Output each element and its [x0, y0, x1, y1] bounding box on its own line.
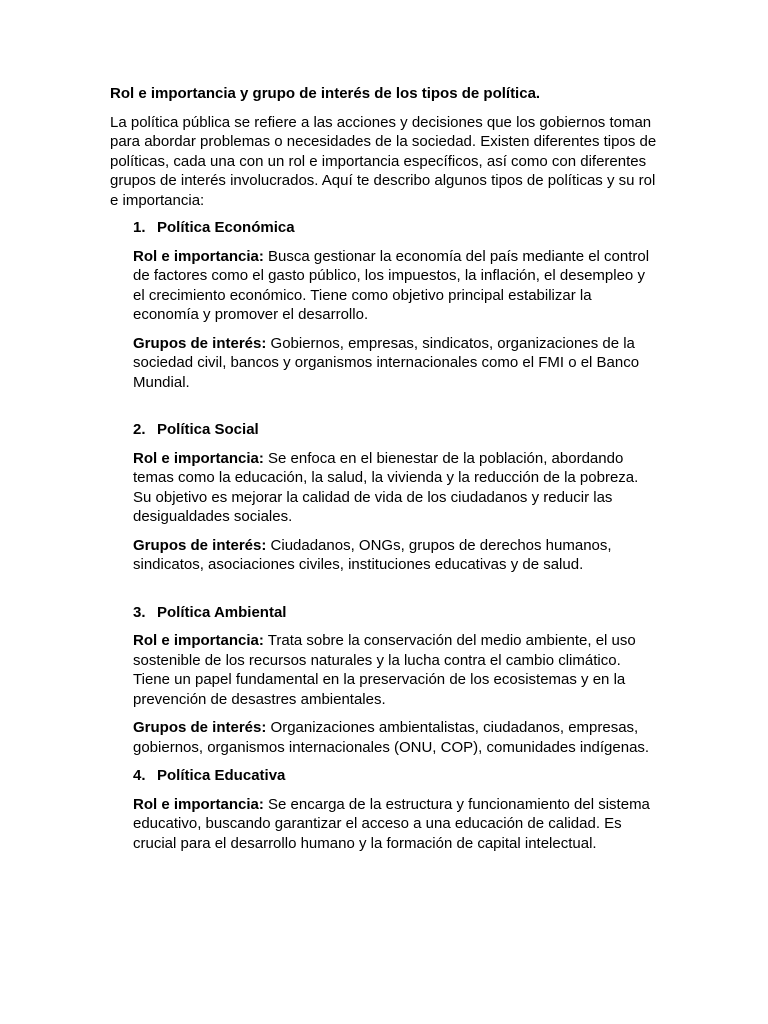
section-heading-text: Política Educativa	[157, 767, 286, 784]
role-paragraph	[133, 631, 660, 709]
role-text: Se enfoca en el bienestar de la población, abordando temas como la educación, la salud, la vivienda y la reducción de la pobreza. Su objetivo es mejorar la calidad de vida de los ciudadanos y reducir las desigualdades sociales.	[133, 449, 639, 525]
role-text: Busca gestionar la economía del país mediante el control de factores como el gasto público, los impuestos, la inflación, el desempleo y el crecimiento económico. Tiene como objetivo principal estabilizar la economía y promover el desarrollo.	[133, 247, 650, 323]
list-number: 2.	[133, 421, 146, 438]
section-politica-ambiental	[110, 603, 660, 758]
section-heading	[133, 420, 660, 440]
role-text: Se encarga de la estructura y funcionamiento del sistema educativo, buscando garantizar el acceso a una educación de calidad. Es crucial para el desarrollo humano y la formación de capital intelectual.	[133, 795, 650, 852]
section-heading-text: Política Social	[157, 421, 259, 438]
section-spacer	[110, 401, 660, 420]
section-spacer	[110, 584, 660, 603]
groups-paragraph	[133, 536, 660, 575]
groups-text: Ciudadanos, ONGs, grupos de derechos humanos, sindicatos, asociaciones civiles, instituciones educativas y de salud.	[133, 536, 612, 573]
role-paragraph	[133, 795, 660, 854]
intro-paragraph: La política pública se refiere a las acciones y decisiones que los gobiernos toman para abordar problemas o necesidades de la sociedad. Existen diferentes tipos de políticas, cada una con un rol e importancia específicos, así como con diferentes grupos de interés involucrados. Aquí te describo algunos tipos de políticas y su rol e importancia:	[110, 113, 657, 209]
role-label: Rol e importancia:	[133, 632, 264, 649]
document-page	[110, 84, 660, 862]
groups-label: Grupos de interés:	[133, 334, 267, 352]
groups-text: Organizaciones ambientalistas, ciudadanos, empresas, gobiernos, organismos internacionales (ONU, COP), comunidades indígenas.	[133, 719, 650, 756]
role-label: Rol e importancia:	[133, 449, 264, 467]
list-number: 1.	[133, 219, 146, 236]
list-number: 4.	[133, 767, 146, 784]
role-paragraph	[133, 449, 660, 527]
role-label: Rol e importancia:	[133, 795, 264, 813]
section-heading-text: Política Económica	[157, 219, 295, 236]
list-number: 3.	[133, 603, 146, 621]
section-heading	[133, 766, 660, 786]
section-politica-social	[110, 420, 660, 575]
section-heading-text: Política Ambiental	[157, 603, 287, 621]
section-politica-economica	[110, 218, 660, 392]
groups-label: Grupos de interés:	[133, 536, 267, 554]
section-politica-educativa	[110, 766, 660, 853]
section-heading	[133, 218, 660, 238]
groups-paragraph	[133, 334, 660, 393]
groups-label: Grupos de interés:	[133, 719, 267, 736]
role-paragraph	[133, 247, 660, 325]
document-title: Rol e importancia y grupo de interés de los tipos de política.	[110, 85, 541, 102]
role-text: Trata sobre la conservación del medio ambiente, el uso sostenible de los recursos naturales y la lucha contra el cambio climático. Tiene un papel fundamental en la preservación de los ecosistemas y en la prevención de desastres ambientales.	[133, 632, 636, 708]
groups-paragraph	[133, 718, 660, 757]
groups-text: Gobiernos, empresas, sindicatos, organizaciones de la sociedad civil, bancos y organismos internacionales como el FMI o el Banco Mundial.	[133, 334, 640, 391]
role-label: Rol e importancia:	[133, 247, 264, 265]
section-heading	[133, 603, 660, 623]
